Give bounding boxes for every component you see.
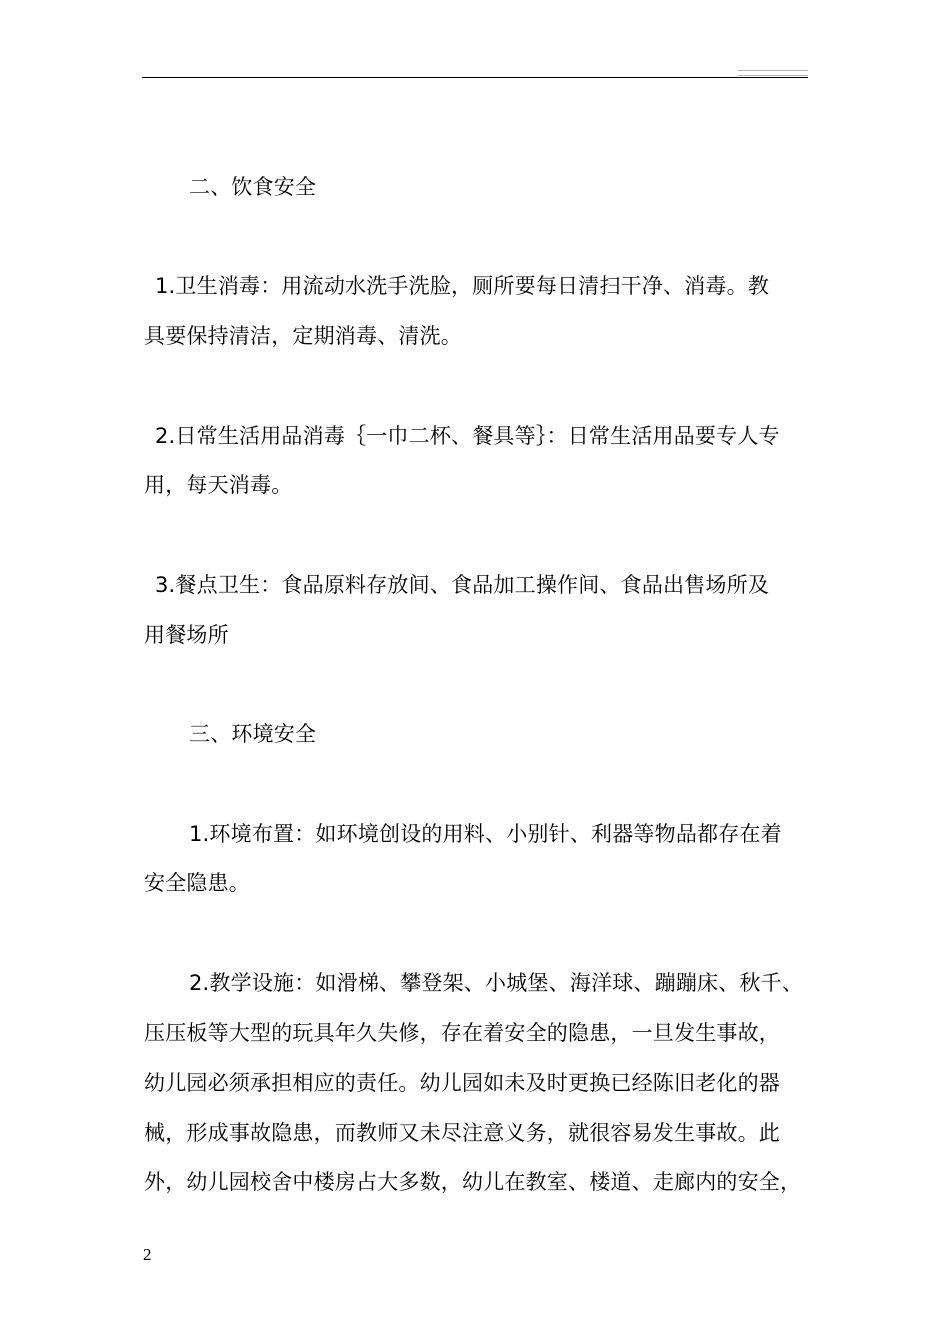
paragraph-line: 1.卫生消毒：用流动水洗手洗脸，厕所要每日清扫干净、消毒。教 bbox=[155, 274, 770, 298]
paragraph-line: 具要保持清洁，定期消毒、清洗。 bbox=[144, 324, 462, 348]
paragraph-line: 2.日常生活用品消毒｛一巾二杯、餐具等｝：日常生活用品要专人专 bbox=[155, 424, 780, 448]
paragraph-line: 2.教学设施：如滑梯、攀登架、小城堡、海洋球、蹦蹦床、秋千、 bbox=[189, 971, 804, 995]
paragraph-line: 3.餐点卫生：食品原料存放间、食品加工操作间、食品出售场所及 bbox=[155, 573, 770, 597]
paragraph-line: 用，每天消毒。 bbox=[144, 473, 293, 497]
section-heading-food-safety: 二、饮食安全 bbox=[189, 175, 317, 199]
paragraph-line: 外，幼儿园校舍中楼房占大多数，幼儿在教室、楼道、走廊内的安全， bbox=[144, 1170, 802, 1194]
paragraph-line: 1.环境布置：如环境创设的用料、小别针、利器等物品都存在着 bbox=[189, 822, 782, 846]
header-rule bbox=[142, 77, 808, 78]
paragraph-line: 安全隐患。 bbox=[144, 871, 250, 895]
paragraph-line: 用餐场所 bbox=[144, 623, 229, 647]
paragraph-line: 压压板等大型的玩具年久失修，存在着安全的隐患，一旦发生事故， bbox=[144, 1021, 780, 1045]
header-decoration bbox=[738, 70, 808, 76]
paragraph-line: 械，形成事故隐患，而教师又未尽注意义务，就很容易发生事故。此 bbox=[144, 1121, 780, 1145]
page-number: 2 bbox=[143, 1245, 152, 1264]
paragraph-line: 幼儿园必须承担相应的责任。幼儿园如未及时更换已经陈旧老化的器 bbox=[144, 1071, 780, 1095]
section-heading-environment-safety: 三、环境安全 bbox=[189, 722, 317, 746]
